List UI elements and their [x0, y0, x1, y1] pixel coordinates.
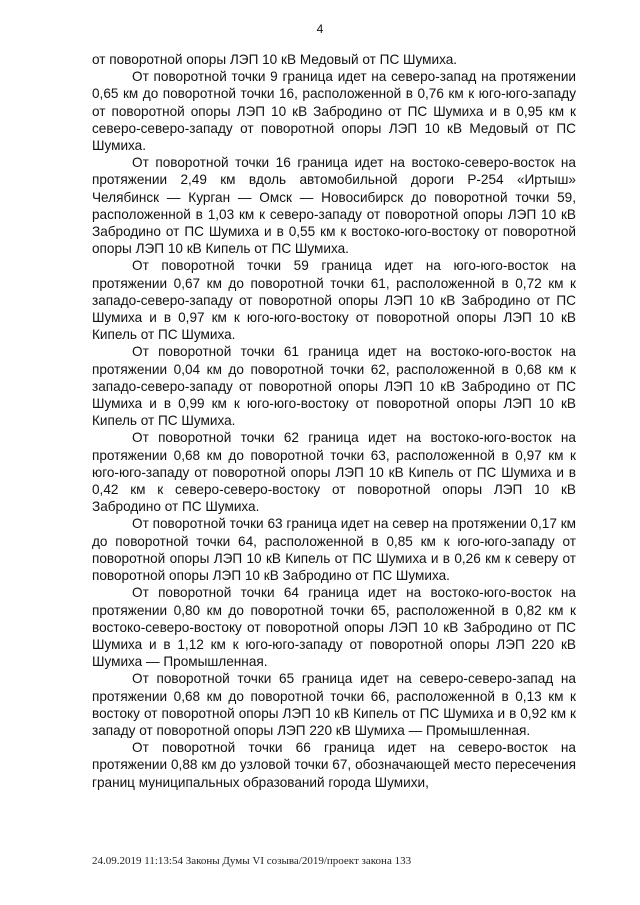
page-number: 4 [316, 22, 324, 36]
paragraph: От поворотной точки 65 граница идет на северо-северо-запад на протяжении 0,68 км до поворотной точки 66, расположенной в 0,13 км к востоку от поворотной опоры ЛЭП 10 кВ Кипель от ПС Шумиха и в 0,92 км к западу от поворотной опоры ЛЭП 220 кВ Шумиха — Промышленная. [92, 671, 576, 738]
paragraph: От поворотной точки 9 граница идет на северо-запад на протяжении 0,65 км до поворотной точки 16, расположенной в 0,76 км к юго-юго-западу от поворотной опоры ЛЭП 10 кВ Забродино от ПС Шумиха и в 0,95 км к северо-северо-западу от поворотной опоры ЛЭП 10 кВ Медовый от ПС Шумиха. [92, 69, 576, 154]
paragraph: От поворотной точки 62 граница идет на востоко-юго-восток на протяжении 0,68 км до поворотной точки 63, расположенной в 0,97 км к юго-юго-западу от поворотной опоры ЛЭП 10 кВ Кипель от ПС Шумиха и в 0,42 км к северо-северо-востоку от поворотной опоры ЛЭП 10 кВ Забродино от ПС Шумиха. [92, 430, 576, 515]
paragraph: От поворотной точки 63 граница идет на север на протяжении 0,17 км до поворотной точки 64, расположенной в 0,85 км к юго-юго-западу от поворотной опоры ЛЭП 10 кВ Кипель от ПС Шумиха и в 0,26 км к северу от поворотной опоры ЛЭП 10 кВ Забродино от ПС Шумиха. [92, 516, 576, 584]
document-body [92, 51, 576, 791]
paragraph: от поворотной опоры ЛЭП 10 кВ Медовый от ПС Шумиха. [92, 52, 458, 67]
paragraph: От поворотной точки 16 граница идет на востоко-северо-восток на протяжении 2,49 км вдоль автомобильной дороги Р-254 «Иртыш» Челябинск — Курган — Омск — Новосибирск до поворотной точки 59, расположенной в 1,03 км к северо-западу от поворотной опоры ЛЭП 10 кВ Забродино от ПС Шумиха и в 0,55 км к востоко-юго-востоку от поворотной опоры ЛЭП 10 кВ Кипель от ПС Шумиха. [92, 155, 576, 257]
paragraph: От поворотной точки 61 граница идет на востоко-юго-восток на протяжении 0,04 км до поворотной точки 62, расположенной в 0,68 км к западо-северо-западу от поворотной опоры ЛЭП 10 кВ Забродино от ПС Шумиха и в 0,99 км к юго-юго-востоку от поворотной опоры ЛЭП 10 кВ Кипель от ПС Шумиха. [92, 344, 576, 429]
paragraph: От поворотной точки 64 граница идет на востоко-юго-восток на протяжении 0,80 км до поворотной точки 65, расположенной в 0,82 км к востоко-северо-востоку от поворотной опоры ЛЭП 10 кВ Забродино от ПС Шумиха и в 1,12 км к юго-юго-западу от поворотной опоры ЛЭП 220 кВ Шумиха — Промышленная. [92, 585, 576, 670]
paragraph: От поворотной точки 59 граница идет на юго-юго-восток на протяжении 0,67 км до поворотной точки 61, расположенной в 0,72 км к западо-северо-западу от поворотной опоры ЛЭП 10 кВ Забродино от ПС Шумиха и в 0,97 км к юго-юго-востоку от поворотной опоры ЛЭП 10 кВ Кипель от ПС Шумиха. [92, 258, 576, 343]
paragraph: От поворотной точки 66 граница идет на северо-восток на протяжении 0,88 км до узловой точки 67, обозначающей место пересечения границ муниципальных образований города Шумихи, [92, 740, 576, 790]
document-footer: 24.09.2019 11:13:54 Законы Думы VI созыва/2019/проект закона 133 [92, 855, 412, 867]
